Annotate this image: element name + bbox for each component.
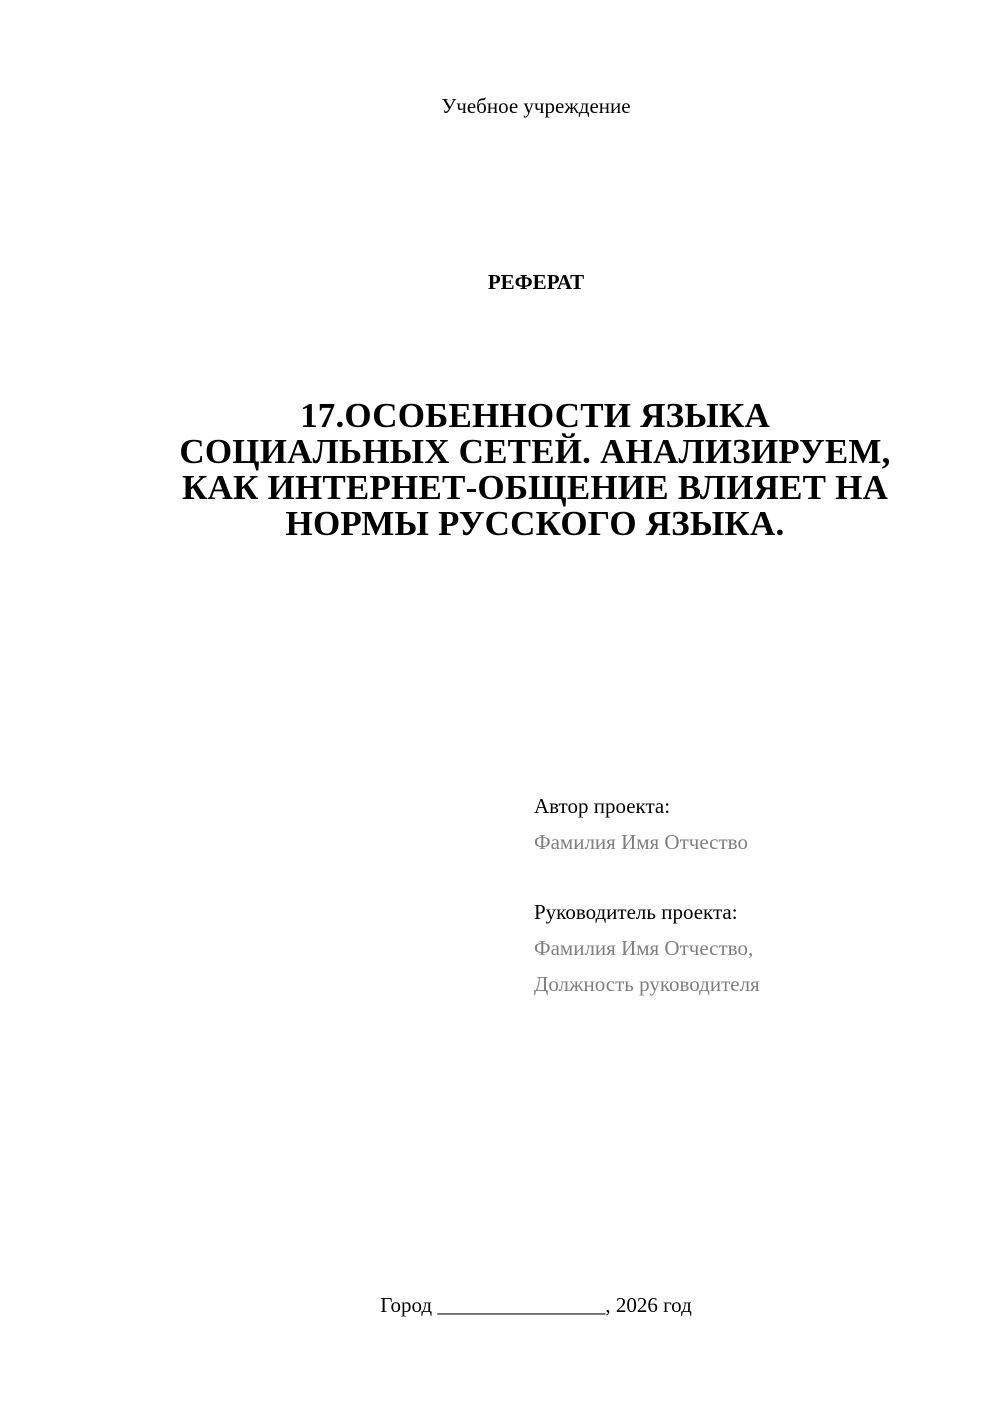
document-type-label: РЕФЕРАТ bbox=[487, 270, 585, 294]
title-line: СОЦИАЛЬНЫХ СЕТЕЙ. АНАЛИЗИРУЕМ, bbox=[179, 432, 891, 471]
institution-name: Учебное учреждение bbox=[441, 94, 631, 118]
credits-spacer bbox=[534, 860, 954, 894]
supervisor-label: Руководитель проекта: bbox=[534, 900, 738, 924]
title-line: 17.ОСОБЕННОСТИ ЯЗЫКА bbox=[300, 396, 770, 435]
title-line: НОРМЫ РУССКОГО ЯЗЫКА. bbox=[285, 504, 785, 543]
title-line: КАК ИНТЕРНЕТ-ОБЩЕНИЕ ВЛИЯЕТ НА bbox=[181, 468, 889, 507]
author-name-placeholder: Фамилия Имя Отчество bbox=[534, 830, 748, 854]
supervisor-name-placeholder: Фамилия Имя Отчество, bbox=[534, 936, 754, 960]
city-year-line: Город ________________, 2026 год bbox=[380, 1293, 692, 1317]
document-title bbox=[140, 398, 930, 542]
supervisor-position-placeholder: Должность руководителя bbox=[534, 972, 760, 996]
credits-block bbox=[534, 788, 954, 1002]
author-label: Автор проекта: bbox=[534, 794, 671, 818]
